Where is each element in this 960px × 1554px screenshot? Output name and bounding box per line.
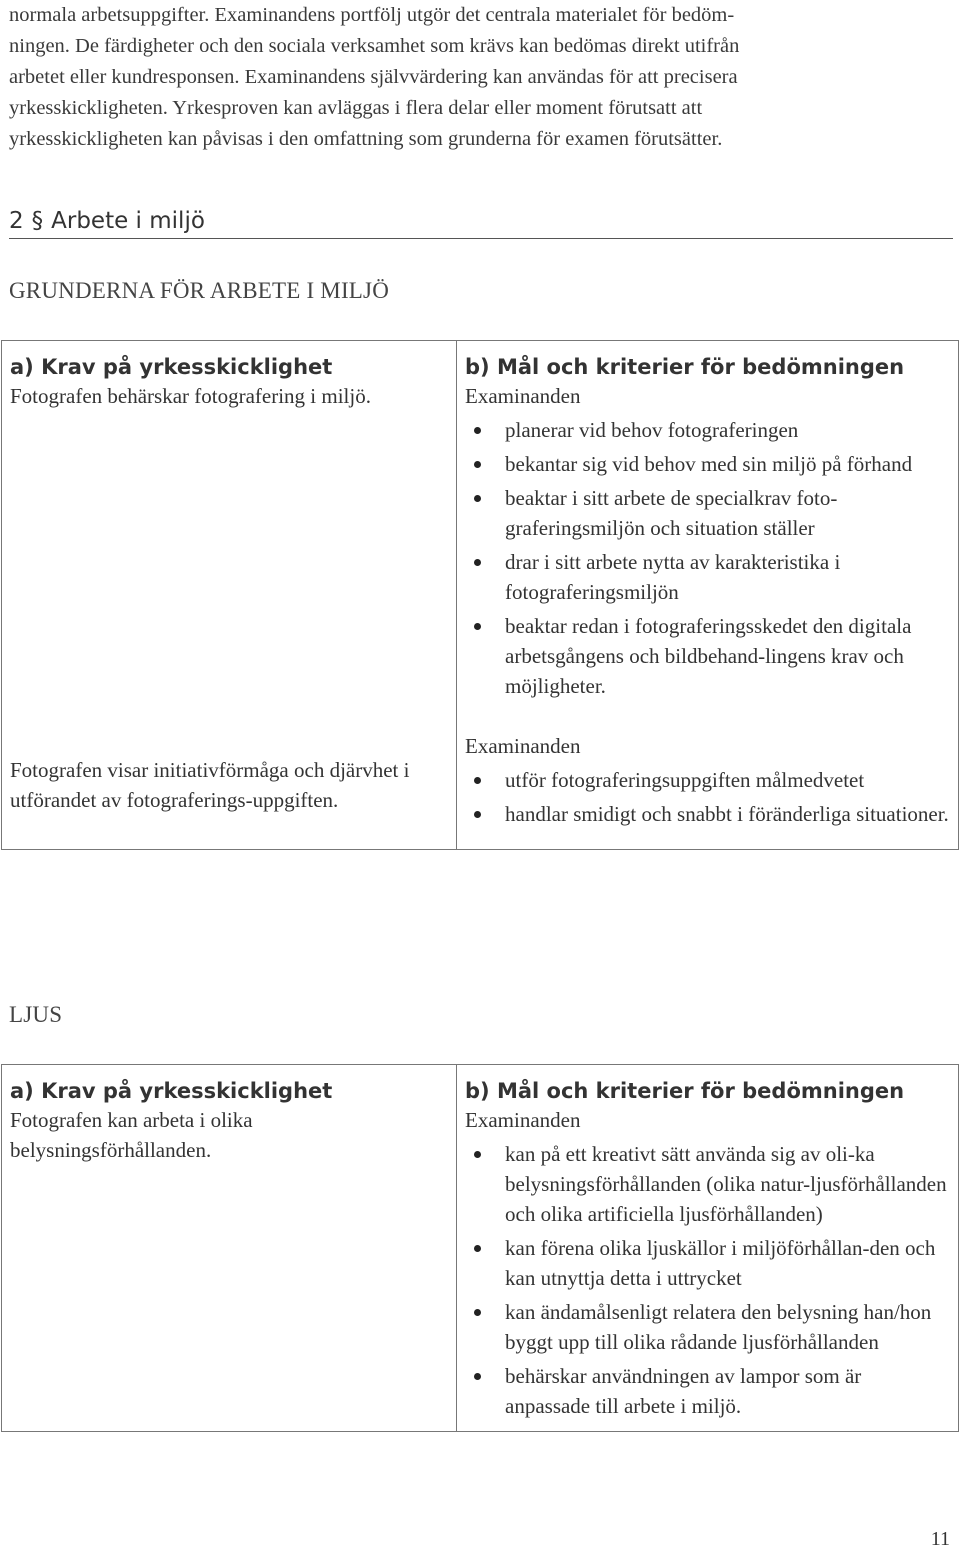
table-header-row — [2, 341, 959, 380]
list-item — [505, 547, 950, 607]
column-header-requirements: a) Krav på yrkesskicklighet — [2, 341, 457, 380]
criteria-table — [1, 1064, 959, 1432]
list-item — [505, 1361, 950, 1421]
criteria-intro: Examinanden — [465, 734, 581, 758]
criterion-text: kan på ett kreativt sätt använda sig av oli-ka belysningsförhållanden (olika natur-ljusförhållanden och olika artificiella ljusförhållanden) — [505, 1142, 947, 1226]
criterion-text: behärskar användningen av lampor som är anpassade till arbete i miljö. — [505, 1364, 862, 1418]
criteria-intro: Examinanden — [465, 1108, 581, 1132]
page-number: 11 — [930, 1528, 950, 1550]
section-heading — [9, 208, 953, 239]
criteria-cell — [457, 379, 959, 850]
bullet-icon — [474, 427, 481, 434]
bullet-icon — [474, 623, 481, 630]
intro-line: yrkesskickligheten. Yrkesproven kan avläggas i flera delar eller moment förutsatt att — [9, 97, 703, 119]
bullet-icon — [474, 777, 481, 784]
intro-line: yrkesskickligheten kan påvisas i den omfattning som grunderna för examen förutsätter. — [9, 128, 723, 150]
list-item — [505, 483, 950, 543]
criteria-list — [465, 415, 950, 701]
table-header-row — [2, 1065, 959, 1104]
requirement-cell — [2, 379, 457, 850]
criteria-list — [465, 765, 950, 829]
list-item — [505, 449, 950, 479]
criterion-text: beaktar i sitt arbete de specialkrav foto-graferingsmiljön och situation ställer — [505, 486, 838, 540]
requirement-text: Fotografen behärskar fotografering i miljö. — [10, 384, 371, 408]
list-item — [505, 765, 950, 795]
table-row — [2, 1103, 959, 1432]
section-title: Arbete i miljö — [51, 208, 205, 234]
criterion-text: beaktar redan i fotograferingsskedet den digitala arbetsgångens och bildbehand-lingens krav och möjligheter. — [505, 614, 912, 698]
column-header-requirements: a) Krav på yrkesskicklighet — [2, 1065, 457, 1104]
requirement-text: Fotografen kan arbeta i olika belysningsförhållanden. — [10, 1108, 253, 1162]
list-item — [505, 611, 950, 701]
criterion-text: bekantar sig vid behov med sin miljö på förhand — [505, 452, 913, 476]
list-item — [505, 415, 950, 445]
intro-line: ningen. De färdigheter och den sociala verksamhet som krävs kan bedömas direkt utifrån — [9, 35, 740, 57]
list-item — [505, 1233, 950, 1293]
intro-line: normala arbetsuppgifter. Examinandens portfölj utgör det centrala materialet för bedöm- — [9, 4, 735, 26]
table-row — [2, 379, 959, 850]
column-header-criteria: b) Mål och kriterier för bedömningen — [457, 341, 959, 380]
criterion-text: drar i sitt arbete nytta av karakteristika i fotograferingsmiljön — [505, 550, 841, 604]
intro-paragraph — [9, 0, 949, 155]
bullet-icon — [474, 1245, 481, 1252]
block-heading: LJUS — [9, 1002, 63, 1027]
criteria-list — [465, 1139, 950, 1421]
criterion-text: kan förena olika ljuskällor i miljöförhållan-den och kan utnyttja detta i uttrycket — [505, 1236, 936, 1290]
bullet-icon — [474, 1309, 481, 1316]
list-item — [505, 1139, 950, 1229]
bullet-icon — [474, 495, 481, 502]
list-item — [505, 1297, 950, 1357]
requirement-text: Fotografen visar initiativförmåga och djärvhet i utförandet av fotograferings-uppgiften. — [10, 758, 410, 812]
intro-line: arbetet eller kundresponsen. Examinandens självvärdering kan användas för att precisera — [9, 66, 738, 88]
column-header-criteria: b) Mål och kriterier för bedömningen — [457, 1065, 959, 1104]
bullet-icon — [474, 461, 481, 468]
list-item — [505, 799, 950, 829]
bullet-icon — [474, 811, 481, 818]
block-heading: GRUNDERNA FÖR ARBETE I MILJÖ — [9, 278, 390, 303]
criterion-text: planerar vid behov fotograferingen — [505, 418, 799, 442]
bullet-icon — [474, 559, 481, 566]
section-symbol: § — [31, 208, 44, 234]
criterion-text: kan ändamålsenligt relatera den belysning han/hon byggt upp till olika rådande ljusförhållanden — [505, 1300, 932, 1354]
criterion-text: handlar smidigt och snabbt i föränderliga situationer. — [505, 802, 949, 826]
criteria-cell — [457, 1103, 959, 1432]
section-number: 2 — [9, 208, 24, 234]
bullet-icon — [474, 1151, 481, 1158]
requirement-cell — [2, 1103, 457, 1432]
criterion-text: utför fotograferingsuppgiften målmedvetet — [505, 768, 865, 792]
criteria-intro: Examinanden — [465, 384, 581, 408]
bullet-icon — [474, 1373, 481, 1380]
criteria-table — [1, 340, 959, 850]
